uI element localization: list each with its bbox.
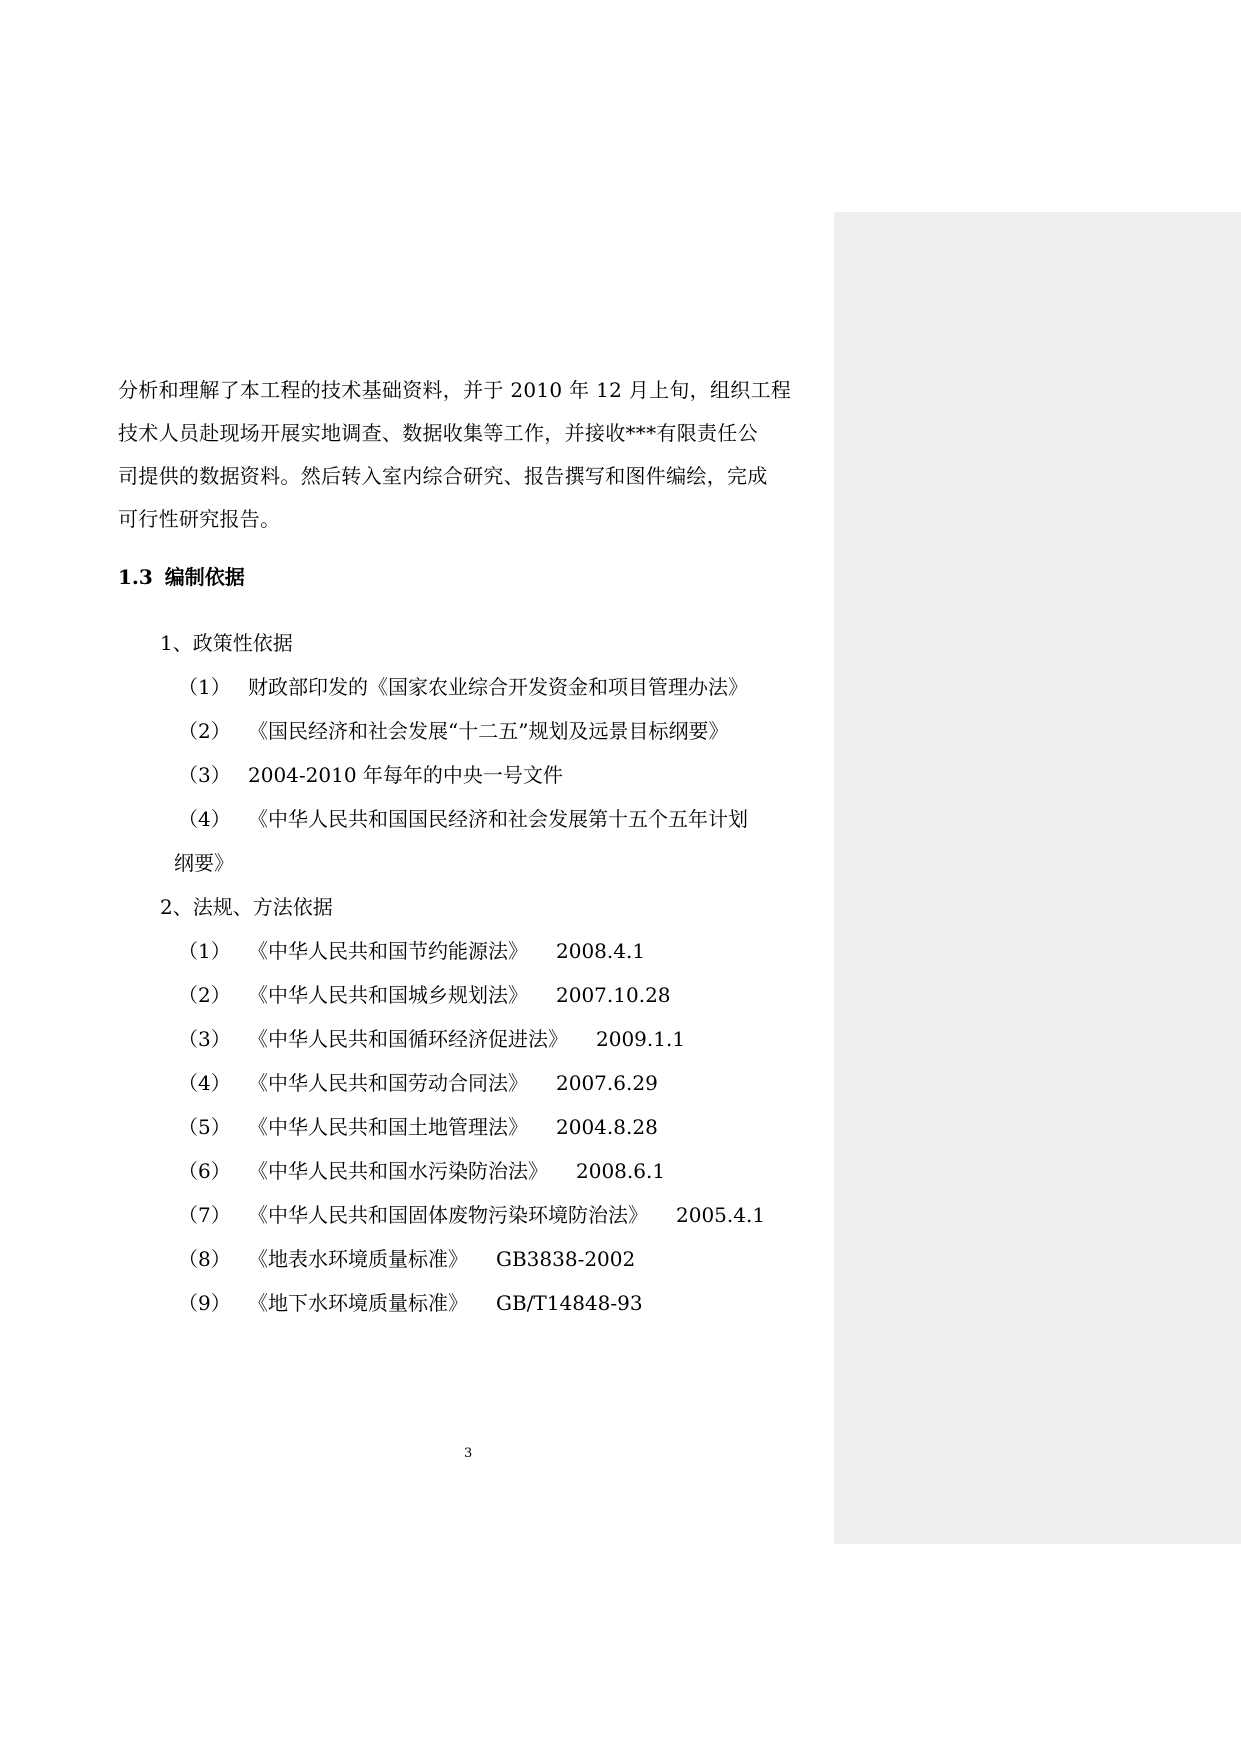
law-item: [178, 1243, 635, 1272]
item-date: 2008.4.1: [556, 939, 646, 963]
intro-line: 分析和理解了本工程的技术基础资料，并于 2010 年 12 月上旬，组织工程: [118, 378, 792, 402]
item-index: （3）: [178, 763, 231, 787]
item-index: （7）: [178, 1203, 231, 1227]
item-text: 《中华人民共和国节约能源法》: [248, 939, 528, 963]
item-date: 2009.1.1: [596, 1027, 686, 1051]
item-text: 财政部印发的《国家农业综合开发资金和项目管理办法》: [248, 675, 748, 699]
item-text: 《中华人民共和国国民经济和社会发展第十五个五年计划: [248, 807, 748, 831]
item-text: 《中华人民共和国劳动合同法》: [248, 1071, 528, 1095]
intro-paragraph: [118, 369, 830, 541]
item-text: 《中华人民共和国土地管理法》: [248, 1115, 528, 1139]
policy-item: [178, 715, 728, 744]
item-date: 2007.10.28: [556, 983, 671, 1007]
item-text: 2004-2010 年每年的中央一号文件: [248, 763, 563, 787]
item-date: 2007.6.29: [556, 1071, 658, 1095]
item-date: GB3838-2002: [496, 1247, 636, 1271]
item-index: （8）: [178, 1247, 231, 1271]
section-number: 1.3: [118, 565, 153, 589]
law-item: [178, 1287, 643, 1316]
item-index: （3）: [178, 1027, 231, 1051]
policy-item: [178, 759, 563, 788]
section-title: 编制依据: [164, 565, 245, 589]
law-item: [178, 979, 671, 1008]
intro-line: 可行性研究报告。: [118, 507, 281, 531]
intro-line: 技术人员赴现场开展实地调查、数据收集等工作，并接收***有限责任公: [118, 421, 758, 445]
item-index: （1）: [178, 675, 231, 699]
item-text: 《中华人民共和国水污染防治法》: [248, 1159, 548, 1183]
intro-line: 司提供的数据资料。然后转入室内综合研究、报告撰写和图件编绘，完成: [118, 464, 768, 488]
item-text: 《国民经济和社会发展“十二五”规划及远景目标纲要》: [248, 719, 729, 743]
item-text: 《中华人民共和国城乡规划法》: [248, 983, 528, 1007]
item-date: 2004.8.28: [556, 1115, 658, 1139]
item-index: （9）: [178, 1291, 231, 1315]
law-item: [178, 1023, 685, 1052]
item-text: 《中华人民共和国循环经济促进法》: [248, 1027, 568, 1051]
item-date: 2005.4.1: [676, 1203, 766, 1227]
item-index: （6）: [178, 1159, 231, 1183]
item-index: （4）: [178, 1071, 231, 1095]
item-index: （2）: [178, 719, 231, 743]
item-index: （1）: [178, 939, 231, 963]
law-item: [178, 1067, 658, 1096]
item-index: （4）: [178, 807, 231, 831]
item-date: GB/T14848-93: [496, 1291, 643, 1315]
item-index: （2）: [178, 983, 231, 1007]
item-date: 2008.6.1: [576, 1159, 666, 1183]
item-text: 《地下水环境质量标准》: [248, 1291, 468, 1315]
law-item: [178, 1199, 765, 1228]
policy-item-continuation: 纲要》: [174, 851, 234, 875]
laws-heading: 2、法规、方法依据: [160, 895, 333, 919]
law-item: [178, 935, 645, 964]
item-text: 《地表水环境质量标准》: [248, 1247, 468, 1271]
item-index: （5）: [178, 1115, 231, 1139]
comment-pane: [834, 212, 1241, 1544]
item-text: 《中华人民共和国固体废物污染环境防治法》: [248, 1203, 648, 1227]
section-heading: [118, 561, 245, 590]
policy-item: [178, 803, 748, 832]
policy-item: [178, 671, 748, 700]
law-item: [178, 1155, 665, 1184]
policy-heading: 1、政策性依据: [160, 631, 293, 655]
page-number: 3: [464, 1446, 473, 1461]
law-item: [178, 1111, 658, 1140]
